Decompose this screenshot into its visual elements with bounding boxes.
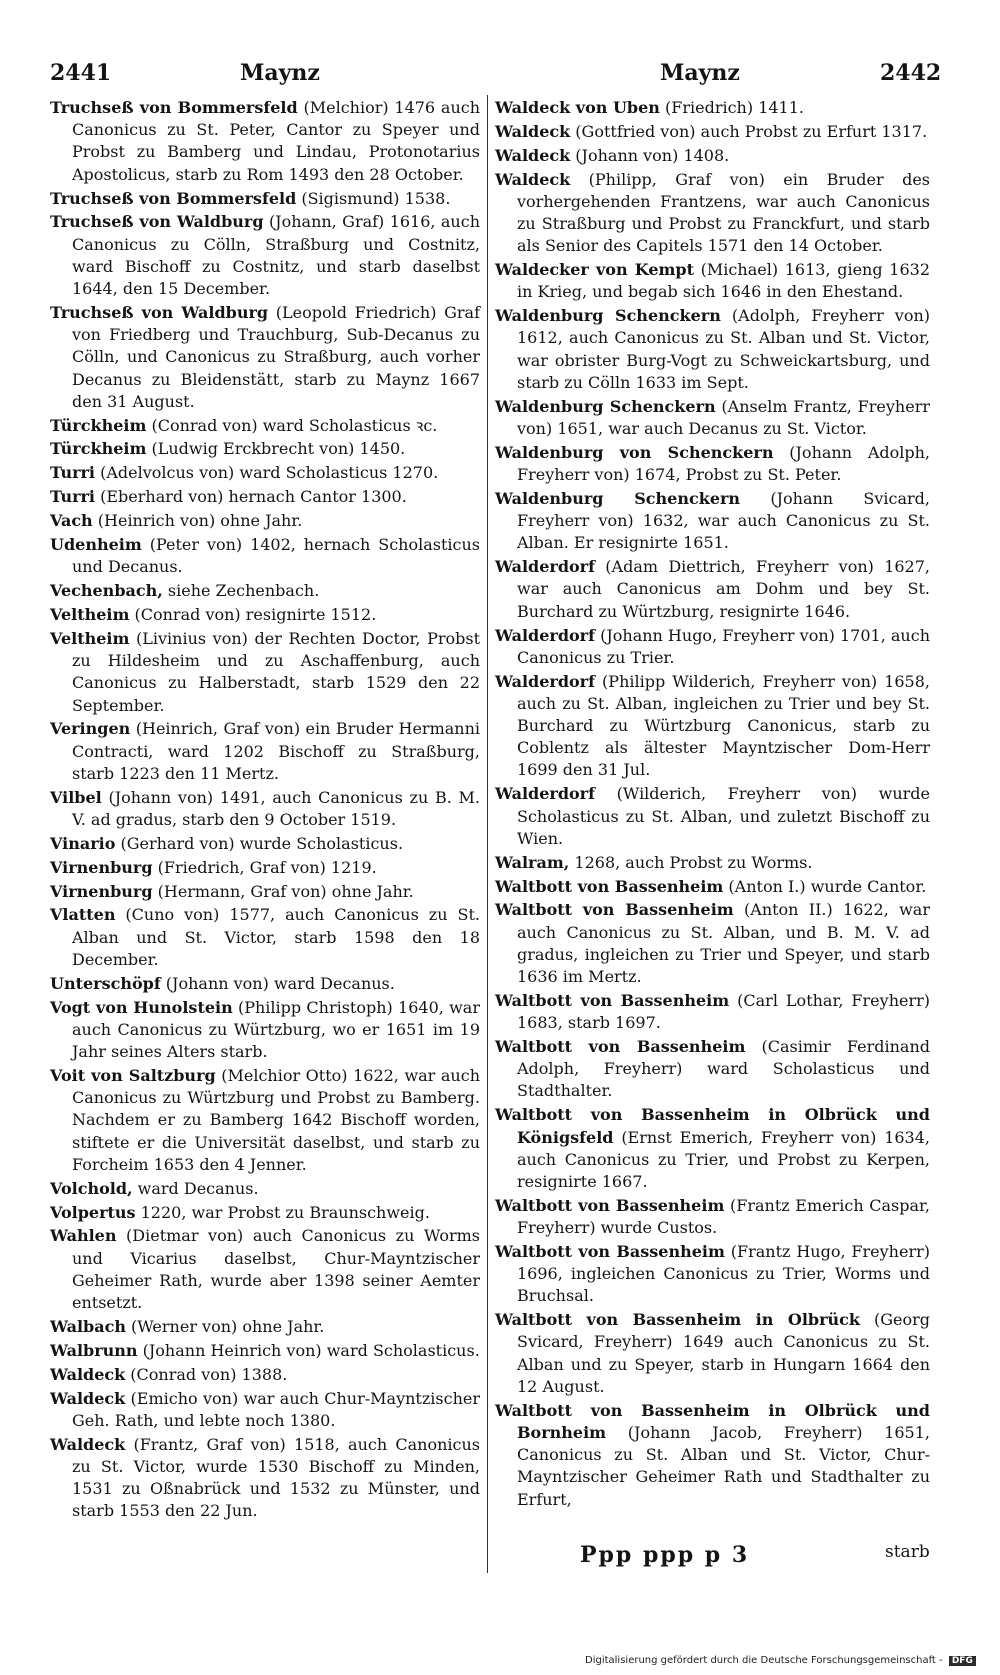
entry-name: Volchold, [50,1178,133,1198]
entry-text: (Friedrich, Graf von) 1219. [152,857,377,877]
entry-text: (Heinrich, Graf von) ein Bruder Hermanni Contracti, ward 1202 Bischoff zu Straßburg, starb 1223 den 11 Mertz. [72,719,480,783]
register-entry [495,259,930,303]
entry-text: (Sigismund) 1538. [296,188,451,208]
entry-text: (Johann Hugo, Freyherr von) 1701, auch Canonicus zu Trier. [517,625,930,667]
entry-name: Veringen [50,719,131,739]
register-entry [50,1202,480,1224]
register-entry [50,97,480,186]
register-entry [50,302,480,413]
entry-text: (Hermann, Graf von) ohne Jahr. [152,881,414,901]
entry-name: Türckheim [50,439,147,459]
entry-text: (Eberhard von) hernach Cantor 1300. [95,487,407,507]
entry-text: (Cuno von) 1577, auch Canonicus zu St. Alban und St. Victor, starb 1598 den 18 December. [72,905,480,969]
register-entry [495,625,930,669]
register-entry [50,534,480,578]
register-entry [495,121,930,143]
entry-text: 1220, war Probst zu Braunschweig. [135,1202,430,1222]
entry-text: (Adelvolcus von) ward Scholasticus 1270. [95,463,439,483]
register-entry [495,396,930,440]
running-head-left: Maynz [240,60,320,86]
entry-text: (Philipp, Graf von) ein Bruder des vorhergehenden Frantzens, war auch Canonicus zu Straßburg und Probst zu Franckfurt, und starb als Senior des Capitels 1571 den 14 October. [517,169,930,256]
entry-name: Turri [50,463,96,483]
entry-text: (Dietmar von) auch Canonicus zu Worms und Vicarius daselbst, Chur-Mayntzischer Geheimer Rath, wurde aber 1398 seiner Aemter entsetzt. [72,1226,480,1313]
register-entry [50,188,480,210]
register-entry [495,899,930,988]
entry-name: Unterschöpf [50,973,161,993]
register-entry [50,486,480,508]
register-entry [50,211,480,300]
entry-text: (Peter von) 1402, hernach Scholasticus und Decanus. [72,535,480,577]
entry-name: Truchseß von Bommersfeld [50,98,298,117]
entry-text: (Frantz Emerich Caspar, Freyherr) wurde Custos. [517,1195,930,1238]
register-entry [495,488,930,555]
entry-text: (Adam Diettrich, Freyherr von) 1627, war auch Canonicus am Dohm und bey St. Burchard zu Würtzburg, resignirte 1646. [517,557,930,621]
register-entry [50,973,480,995]
entry-name: Veltheim [50,605,130,625]
entry-name: Waldeck [50,1434,126,1454]
register-entry [495,442,930,486]
entry-text: siehe Zechenbach. [162,581,320,601]
entry-name: Voit von Saltzburg [50,1065,216,1085]
entry-name: Virnenburg [50,881,153,901]
register-entry [50,1364,480,1386]
register-entry [495,852,930,874]
entry-name: Waldeck von Uben [495,98,660,117]
register-entry [495,1400,930,1511]
right-column [495,97,930,1512]
digitization-footer [585,1655,976,1666]
entry-name: Waltbott von Bassenheim [495,1037,746,1057]
register-entry [495,783,930,850]
signature-mark: Ppp ppp p 3 [580,1542,750,1568]
register-entry [50,787,480,831]
register-entry [50,628,480,717]
entry-text: (Georg Svicard, Freyherr) 1649 auch Canonicus zu St. Alban und zu Speyer, starb in Hungarn 1664 den 12 August. [517,1310,930,1396]
entry-name: Waldenburg von Schenckern [495,442,774,462]
register-entry [495,876,930,898]
entry-text: (Frantz, Graf von) 1518, auch Canonicus zu St. Victor, wurde 1530 Bischoff zu Minden, 1531 zu Oßnabrück und 1532 zu Münster, und starb 1553 den 22 Jun. [72,1434,480,1521]
register-entry [50,881,480,903]
entry-text: (Emicho von) war auch Chur-Mayntzischer Geh. Rath, und lebte noch 1380. [72,1388,480,1430]
entry-text: (Melchior) 1476 auch Canonicus zu St. Peter, Cantor zu Speyer und Probst zu Bamberg und Lindau, Protonotarius Apostolicus, starb zu Rom 1493 den 28 October. [72,98,481,184]
entry-text: (Leopold Friedrich) Graf von Friedberg und Trauchburg, Sub-Decanus zu Cölln, und Canonicus zu Straßburg, auch vorher Decanus zu Bleidenstätt, starb zu Maynz 1667 den 31 August. [72,302,481,411]
entry-text: (Johann von) ward Decanus. [160,973,395,993]
register-entry [495,305,930,394]
entry-name: Vechenbach, [50,581,163,601]
entry-text: (Conrad von) ward Scholasticus ꝛc. [146,415,438,435]
register-entry [50,1065,480,1176]
entry-name: Walbach [50,1316,126,1336]
entry-name: Waltbott von Bassenheim in Olbrück und Königsfeld [495,1105,930,1147]
entry-name: Waldeck [50,1364,126,1384]
left-column [50,97,480,1524]
entry-text: (Wilderich, Freyherr von) wurde Scholasticus zu St. Alban, und zuletzt Bischoff zu Wien. [517,784,930,848]
entry-name: Vinario [50,833,116,853]
entry-text: (Anton I.) wurde Cantor. [723,876,927,896]
register-entry [50,857,480,879]
register-entry [50,718,480,785]
register-entry [50,1340,480,1362]
catchword: starb [885,1542,930,1562]
entry-text: (Heinrich von) ohne Jahr. [92,511,303,531]
entry-name: Walderdorf [495,557,595,577]
entry-text: (Ludwig Erckbrecht von) 1450. [146,439,406,459]
entry-text: (Friedrich) 1411. [659,98,804,117]
entry-text: (Anselm Frantz, Freyherr von) 1651, war auch Decanus zu St. Victor. [517,396,931,438]
entry-name: Walbrunn [50,1340,138,1360]
entry-name: Volpertus [50,1202,136,1222]
entry-text: (Carl Lothar, Freyherr) 1683, starb 1697. [517,990,930,1033]
entry-text: (Philipp Christoph) 1640, war auch Canonicus zu Würtzburg, wo er 1651 im 19 Jahr seines Alters starb. [72,997,480,1062]
entry-name: Waldeck [495,145,571,165]
entry-text: (Johann von) 1491, auch Canonicus zu B. M. V. ad gradus, starb den 9 October 1519. [72,787,480,829]
running-head-right: Maynz [660,60,740,86]
entry-text: (Conrad von) 1388. [125,1364,288,1384]
entry-text: (Johann Jacob, Freyherr) 1651, Canonicus zu St. Alban und St. Victor, Chur-Mayntzischer Geheimer Rath und Stadthalter zu Erfurt, [517,1422,930,1509]
register-entry [495,1241,930,1308]
entry-text: (Ernst Emerich, Freyherr von) 1634, auch Canonicus zu Trier, und Probst zu Kerpen, resignirte 1667. [517,1127,930,1191]
entry-text: (Conrad von) resignirte 1512. [129,605,377,625]
entry-text: (Johann Heinrich von) ward Scholasticus. [137,1340,480,1360]
entry-name: Waldeck [495,121,571,141]
entry-text: (Johann Adolph, Freyherr von) 1674, Probst zu St. Peter. [517,442,931,485]
register-entry [50,1316,480,1338]
register-entry [50,1178,480,1200]
entry-name: Veltheim [50,628,130,648]
entry-text: (Melchior Otto) 1622, war auch Canonicus zu Würtzburg und Probst zu Bamberg. Nachdem er zu Bamberg 1642 Bischoff worden, stiftete er die Universität daselbst, und starb zu Forcheim 1653 den 4 Jenner. [72,1065,480,1174]
entry-text: (Johann, Graf) 1616, auch Canonicus zu Cölln, Straßburg und Costnitz, ward Bischoff zu Costnitz, und starb daselbst 1644, den 15 December. [72,212,481,298]
register-entry [50,580,480,602]
entry-text: (Anton II.) 1622, war auch Canonicus zu St. Alban, und B. M. V. ad gradus, ingleichen zu Trier und Speyer, und starb 1636 im Mertz. [517,900,930,987]
register-entry [495,1104,930,1193]
register-entry [50,415,480,437]
entry-name: Wahlen [50,1226,117,1246]
register-entry [50,1388,480,1432]
entry-name: Virnenburg [50,857,153,877]
entry-name: Vlatten [50,905,116,925]
entry-name: Vach [50,511,93,531]
entry-name: Walderdorf [495,784,595,804]
entry-name: Truchseß von Bommersfeld [50,188,297,208]
register-entry [495,1309,930,1398]
register-entry [50,1225,480,1314]
register-entry [495,169,930,258]
entry-name: Walderdorf [495,671,595,691]
register-entry [495,671,930,782]
entry-text: (Casimir Ferdinand Adolph, Freyherr) ward Scholasticus und Stadthalter. [517,1037,930,1101]
register-entry [50,438,480,460]
entry-text: (Philipp Wilderich, Freyherr von) 1658, auch zu St. Alban, ingleichen zu Trier und bey St. Burchard zu Würtzburg Canonicus, starb zu Coblentz als ältester Mayntzischer Dom-Herr 1699 den 31 Jul. [517,671,930,780]
register-entry [50,833,480,855]
register-entry [50,997,480,1064]
entry-text: (Johann von) 1408. [570,145,730,165]
entry-text: (Livinius von) der Rechten Doctor, Probst zu Hildesheim und zu Aschaffenburg, auch Canonicus zu Halberstadt, starb 1529 den 22 September. [72,628,480,715]
entry-text: (Michael) 1613, gieng 1632 in Krieg, und begab sich 1646 in den Ehestand. [517,260,930,302]
entry-text: (Frantz Hugo, Freyherr) 1696, ingleichen Canonicus zu Trier, Worms und Bruchsal. [517,1241,930,1306]
entry-name: Truchseß von Waldburg [50,302,269,322]
register-entry [50,1434,480,1523]
page-number-right: 2442 [880,60,942,86]
entry-text: 1268, auch Probst zu Worms. [569,852,813,872]
register-entry [50,510,480,532]
entry-name: Vogt von Hunolstein [50,997,233,1017]
entry-name: Turri [50,487,96,507]
entry-name: Waltbott von Bassenheim [495,1241,725,1261]
entry-text: (Johann Svicard, Freyherr von) 1632, war auch Canonicus zu St. Alban. Er resignirte 1651. [517,488,930,553]
register-entry [50,604,480,626]
entry-name: Waldecker von Kempt [495,260,694,280]
entry-text: (Adolph, Freyherr von) 1612, auch Canonicus zu St. Alban und St. Victor, war obrister Burg-Vogt zu Schweickartsburg, und starb zu Cölln 1633 im Sept. [517,306,930,392]
entry-name: Waltbott von Bassenheim [495,876,724,896]
entry-name: Waldenburg Schenckern [495,396,716,416]
entry-name: Waldeck [50,1388,126,1408]
register-entry [495,97,930,119]
entry-name: Udenheim [50,535,142,555]
entry-name: Waltbott von Bassenheim [495,900,734,920]
register-entry [495,145,930,167]
footer-text: Digitalisierung gefördert durch die Deutsche Forschungsgemeinschaft - [585,1655,943,1666]
register-entry [50,904,480,971]
entry-name: Waldeck [495,169,571,189]
entry-name: Waldenburg Schenckern [495,488,741,508]
register-entry [495,556,930,623]
entry-name: Walderdorf [495,625,595,645]
entry-name: Waltbott von Bassenheim in Olbrück und Bornheim [495,1400,930,1442]
entry-name: Vilbel [50,787,102,807]
entry-name: Truchseß von Waldburg [50,212,264,232]
register-entry [495,1195,930,1239]
dfg-logo: DFG [949,1656,976,1666]
entry-text: (Gerhard von) wurde Scholasticus. [115,833,404,853]
register-entry [50,462,480,484]
entry-name: Waltbott von Bassenheim in Olbrück [495,1310,860,1330]
entry-name: Türckheim [50,415,147,435]
entry-name: Waltbott von Bassenheim [495,1195,725,1215]
register-entry [495,990,930,1034]
entry-text: (Gottfried von) auch Probst zu Erfurt 1317. [570,121,928,141]
entry-name: Waltbott von Bassenheim [495,990,730,1010]
column-divider [487,95,488,1573]
page-number-left: 2441 [50,60,112,86]
entry-name: Waldenburg Schenckern [495,306,721,326]
entry-text: ward Decanus. [132,1178,259,1198]
entry-name: Walram, [495,852,570,872]
entry-text: (Werner von) ohne Jahr. [125,1316,325,1336]
register-entry [495,1036,930,1103]
